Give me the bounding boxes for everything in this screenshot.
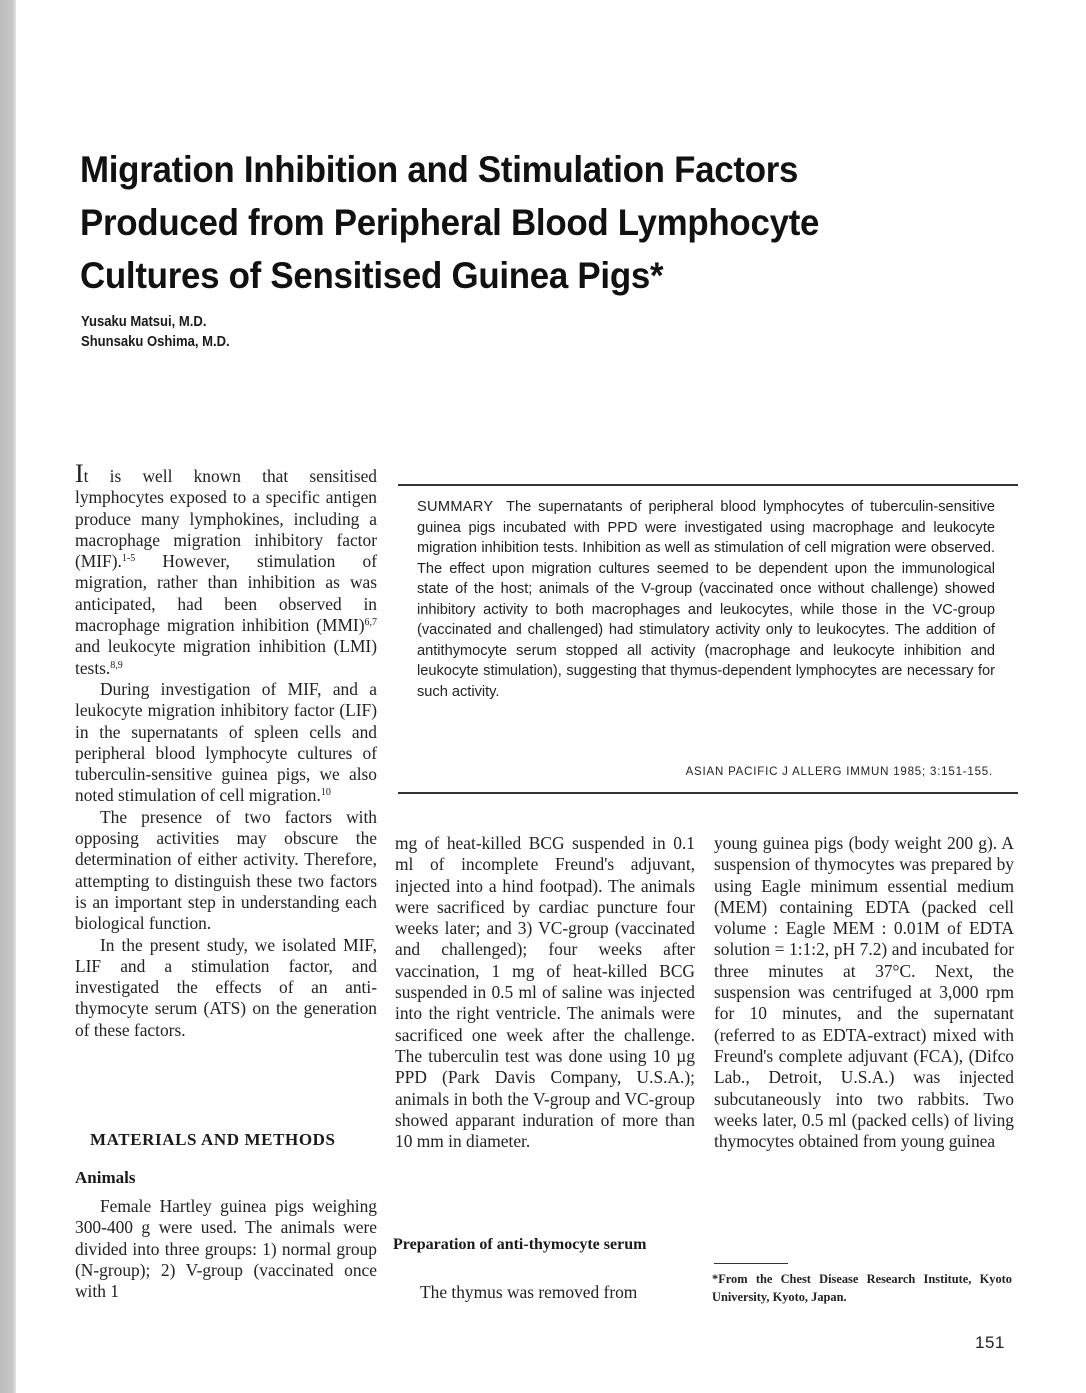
intro-column [75,459,377,1041]
author-list [81,312,230,352]
citation-ref: 1-5 [121,553,136,565]
summary-text: The supernatants of peripheral blood lymphocytes of tuberculin-sensitive guinea pigs incubated with PPD were investigated using macrophage and leukocyte migration inhibition tests. Inhibition as well as stimulation of cell migration were observed. The effect upon migration cultures seemed to be dependent upon the immunological state of the host; animals of the V-group (vaccinated once without challenge) showed inhibitory activity to both macrophages and leukocytes, while those in the VC-group (vaccinated and challenged) had stimulatory activity only to leukocytes. The addition of antithymocyte serum stopped all activity (macrophage and leukocyte inhibition and leukocyte stimulation), suggesting that thymus-dependent lymphocytes are necessary for such activity. [417,499,995,700]
ats-paragraph: The thymus was removed from [420,1282,638,1302]
intro-paragraph-1: It is well known that sensitised lymphocytes exposed to a specific antigen produce many lymphokines, including a macrophage migration inhibitory factor (MIF).$^{1-5}$ However, stimulation of migration, rather than inhibition as was anticipated, had been observed in macrophage migration inhibition (MMI)$^{6,7}$ and leukocyte migration inhibition (LMI) tests.$^{8,9}$ [75,459,377,678]
intro-paragraph-3: The presence of two factors with opposing activities may obscure the determination of either activity. Therefore, attempting to distinguish these two factors is an important step in understanding each biological function. [75,806,377,934]
author-2: Shunsaku Oshima, M.D. [81,334,230,350]
author-1: Yusaku Matsui, M.D. [81,314,207,330]
page-number: 151 [975,1333,1005,1352]
drop-cap: I [75,459,84,488]
intro-paragraph-2: During investigation of MIF, and a leukocyte migration inhibitory factor (LIF) in the supernatants of spleen cells and peripheral blood lymphocyte cultures of tuberculin-sensitive guinea pigs, we also noted stimulation of cell migration.$^{10}$ [75,678,377,806]
title-line-2: Produced from Peripheral Blood Lymphocyte [80,201,820,243]
animals-paragraph: Female Hartley guinea pigs weighing 300-400 g were used. The animals were divided into three groups: 1) normal group (N-group); 2) V-group (vaccinated once with 1 [75,1196,377,1302]
summary-label: SUMMARY [417,499,494,515]
subsection-heading-animals: Animals [75,1168,136,1187]
intro-paragraph-4: In the present study, we isolated MIF, LIF and a stimulation factor, and investigated the effects of an anti-thymocyte serum (ATS) on the generation of these factors. [75,934,377,1040]
affiliation-footnote: *From the Chest Disease Research Institute, Kyoto University, Kyoto, Japan. [712,1272,1012,1304]
animals-column-1 [75,1196,377,1302]
footnote-rule [714,1263,788,1264]
ats-column-2 [395,1282,695,1303]
title-line-3: Cultures of Sensitised Guinea Pigs* [80,254,664,296]
citation-ref: 10 [320,787,331,799]
scan-edge-shadow [0,0,16,1393]
ats-paragraph-continued: young guinea pigs (body weight 200 g). A suspension of thymocytes was prepared by using Eagle minimum essential medium (MEM) containing EDTA (packed cell volume : Eagle MEM : 0.01M of EDTA solution = 1:1:2, pH 7.2) and incubated for three minutes at 37°C. Next, the suspension was centrifuged at 3,000 rpm for 10 minutes, and the supernatant (referred to as EDTA-extract) mixed with Freund's complete adjuvant (FCA), (Difco Lab., Detroit, U.S.A.) was injected subcutaneously into two rabbits. Two weeks later, 0.5 ml (packed cells) of living thymocytes obtained from young guinea [714,833,1014,1152]
subsection-heading-ats: Preparation of anti-thymocyte serum [393,1236,647,1253]
animals-paragraph-continued: mg of heat-killed BCG suspended in 0.1 ml of incomplete Freund's adjuvant, injected into a hind footpad). The animals were sacrificed by cardiac puncture four weeks later; and 3) VC-group (vaccinated and challenged); four weeks after vaccination, 1 mg of heat-killed BCG suspended in 0.5 ml of saline was injected into the right ventricle. The animals were sacrificed one week after the challenge. The tuberculin test was done using 10 µg PPD (Park Davis Company, U.S.A.); animals in both the V-group and VC-group showed apparant induration of more than 10 mm in diameter. [395,833,695,1152]
summary-abstract [417,497,995,702]
summary-top-rule [398,484,1018,486]
section-heading-materials-methods: MATERIALS AND METHODS [90,1130,336,1149]
methods-column-3 [714,833,1014,1152]
citation-ref: 8,9 [110,659,123,671]
citation-ref: 6,7 [364,617,377,629]
summary-bottom-rule [398,792,1018,794]
article-title [80,143,973,302]
title-line-1: Migration Inhibition and Stimulation Factors [80,148,799,190]
methods-column-2 [395,833,695,1152]
journal-citation: ASIAN PACIFIC J ALLERG IMMUN 1985; 3:151-155. [685,766,993,778]
